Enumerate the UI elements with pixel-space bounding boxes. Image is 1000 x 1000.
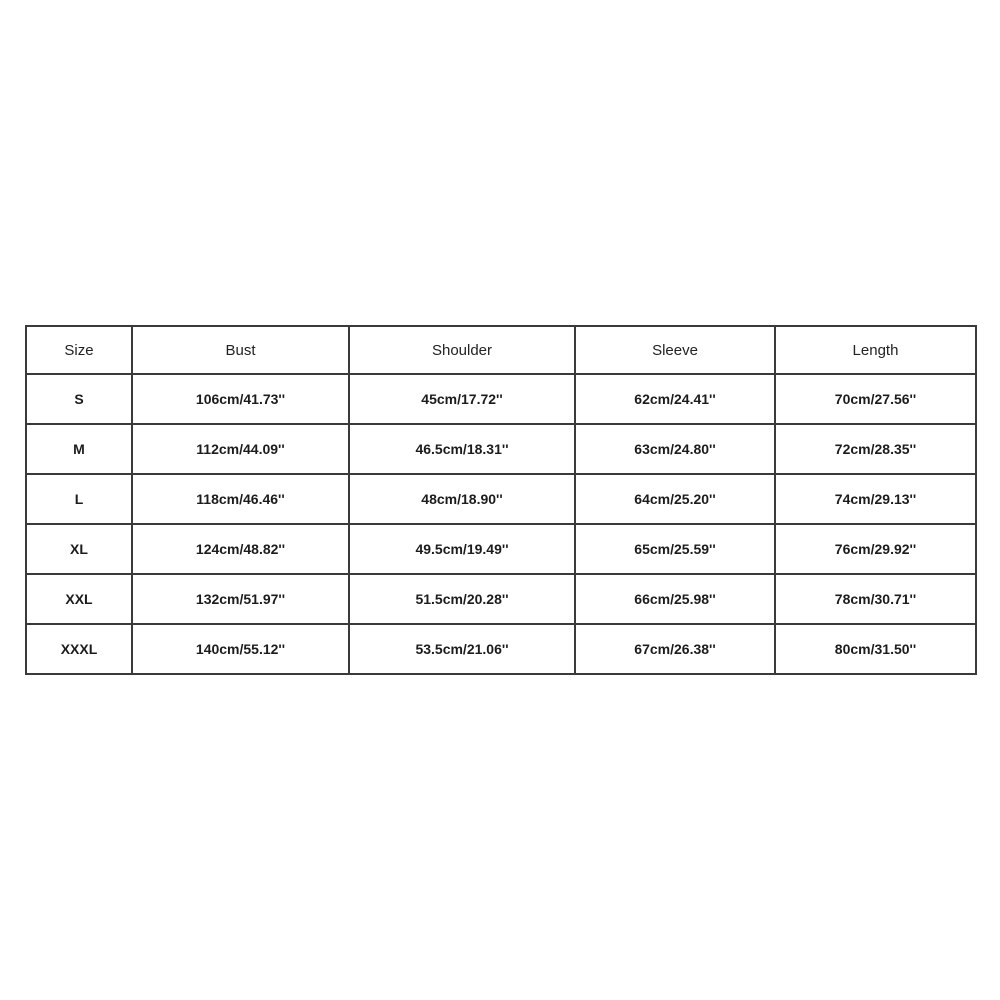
size-cell: M — [26, 424, 132, 474]
shoulder-cell: 46.5cm/18.31'' — [349, 424, 575, 474]
shoulder-cell: 48cm/18.90'' — [349, 474, 575, 524]
table-row — [26, 624, 976, 674]
size-cell: XXXL — [26, 624, 132, 674]
sleeve-cell: 64cm/25.20'' — [575, 474, 775, 524]
length-cell: 74cm/29.13'' — [775, 474, 976, 524]
sleeve-cell: 65cm/25.59'' — [575, 524, 775, 574]
bust-cell: 124cm/48.82'' — [132, 524, 349, 574]
length-cell: 76cm/29.92'' — [775, 524, 976, 574]
length-cell: 72cm/28.35'' — [775, 424, 976, 474]
sleeve-cell: 62cm/24.41'' — [575, 374, 775, 424]
table-row — [26, 424, 976, 474]
length-cell: 78cm/30.71'' — [775, 574, 976, 624]
header-bust: Bust — [132, 326, 349, 374]
length-cell: 80cm/31.50'' — [775, 624, 976, 674]
length-cell: 70cm/27.56'' — [775, 374, 976, 424]
size-cell: XXL — [26, 574, 132, 624]
bust-cell: 140cm/55.12'' — [132, 624, 349, 674]
sleeve-cell: 66cm/25.98'' — [575, 574, 775, 624]
table-row — [26, 524, 976, 574]
size-cell: S — [26, 374, 132, 424]
size-chart-table — [25, 325, 977, 675]
header-size: Size — [26, 326, 132, 374]
size-cell: L — [26, 474, 132, 524]
sleeve-cell: 63cm/24.80'' — [575, 424, 775, 474]
shoulder-cell: 51.5cm/20.28'' — [349, 574, 575, 624]
header-shoulder: Shoulder — [349, 326, 575, 374]
table-row — [26, 574, 976, 624]
size-cell: XL — [26, 524, 132, 574]
shoulder-cell: 49.5cm/19.49'' — [349, 524, 575, 574]
table-row — [26, 374, 976, 424]
table-row — [26, 474, 976, 524]
shoulder-cell: 53.5cm/21.06'' — [349, 624, 575, 674]
header-sleeve: Sleeve — [575, 326, 775, 374]
header-length: Length — [775, 326, 976, 374]
bust-cell: 106cm/41.73'' — [132, 374, 349, 424]
bust-cell: 112cm/44.09'' — [132, 424, 349, 474]
sleeve-cell: 67cm/26.38'' — [575, 624, 775, 674]
bust-cell: 132cm/51.97'' — [132, 574, 349, 624]
header-row — [26, 326, 976, 374]
bust-cell: 118cm/46.46'' — [132, 474, 349, 524]
shoulder-cell: 45cm/17.72'' — [349, 374, 575, 424]
